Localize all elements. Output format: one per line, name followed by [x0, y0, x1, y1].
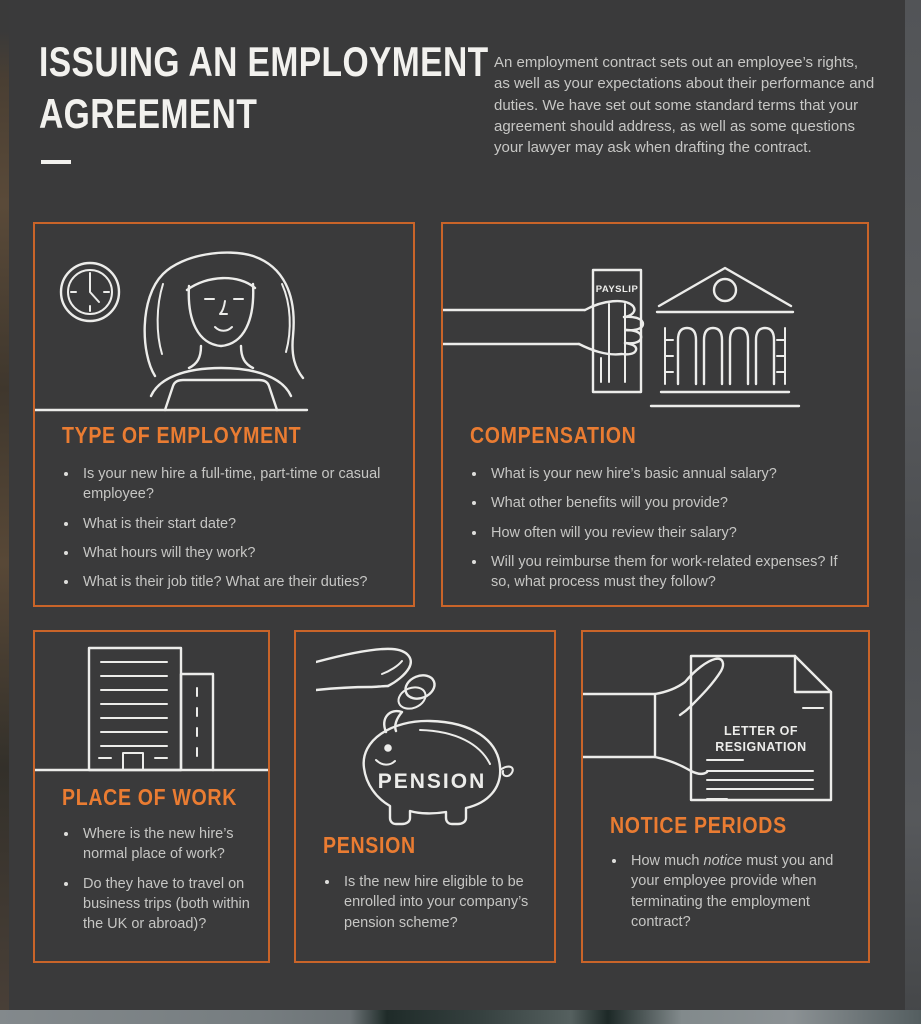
card-pension — [294, 630, 556, 963]
hand-holding-resignation-letter-icon — [583, 644, 872, 806]
background-photo-edge-left — [0, 0, 9, 1024]
bullet-item: • Will you reimburse them for work-related expenses? If so, what process must they follow? — [487, 552, 857, 593]
card-title-text: TYPE OF EMPLOYMENT — [62, 422, 302, 448]
intro-paragraph: An employment contract sets out an employee’s rights, as well as your expectations about their performance and duties. We have set out some standard terms that your agreement should address, as well as some questions your lawyer may ask when drafting the contract. — [494, 54, 875, 157]
payslip-label: PAYSLIP — [595, 284, 639, 295]
bullet-item: • What is your new hire’s basic annual salary? — [487, 464, 857, 484]
card-place-of-work — [33, 630, 270, 963]
card-title — [62, 784, 268, 811]
card-title — [323, 832, 432, 859]
card-compensation — [441, 222, 869, 607]
letter-label-line1: LETTER OF — [724, 724, 798, 738]
office-building-icon — [35, 644, 268, 776]
card-title — [470, 422, 666, 449]
bullet-item: • What is their job title? What are their duties? — [79, 572, 403, 592]
bullet-item: • Is the new hire eligible to be enrolled into your company’s pension scheme? — [340, 872, 544, 933]
letter-label-line2: RESIGNATION — [715, 740, 807, 754]
bullet-item: • What other benefits will you provide? — [487, 493, 857, 513]
bullet-item: • What hours will they work? — [79, 543, 403, 563]
bullet-item: • What is their start date? — [79, 514, 403, 534]
card-title-text: PLACE OF WORK — [62, 784, 238, 810]
card-type-of-employment — [33, 222, 415, 607]
bullet-item: • Do they have to travel on business trips (both within the UK or abroad)? — [79, 874, 258, 935]
card-title-text: COMPENSATION — [470, 422, 637, 448]
bullet-item: • How often will you review their salary? — [487, 523, 857, 543]
page-title-line1: ISSUING AN EMPLOYMENT — [39, 38, 489, 85]
page-title-line2: AGREEMENT — [39, 90, 258, 138]
card-title-text: PENSION — [323, 832, 416, 858]
card-title — [610, 812, 818, 839]
bullet-list — [610, 851, 858, 941]
hand-giving-payslip-to-bank-icon — [443, 246, 867, 418]
card-notice-periods — [581, 630, 870, 963]
pension-label: PENSION — [377, 770, 487, 793]
background-photo-edge-right — [905, 0, 921, 1024]
woman-working-at-laptop-with-clock-icon — [35, 242, 381, 414]
bullet-item: • How much notice must you and your employee provide when terminating the employment contract? — [627, 851, 858, 932]
bullet-list — [470, 464, 857, 601]
bullet-item: • Is your new hire a full-time, part-time or casual employee? — [79, 464, 403, 505]
card-title — [62, 422, 343, 449]
card-title-text: NOTICE PERIODS — [610, 812, 787, 838]
bullet-list — [62, 464, 403, 601]
bullet-list — [62, 824, 258, 943]
hand-dropping-coin-into-piggy-bank-icon — [316, 640, 546, 830]
background-photo-edge-bottom — [0, 1010, 921, 1024]
title-dash — [41, 160, 71, 164]
bullet-item: • Where is the new hire’s normal place of work? — [79, 824, 258, 865]
page-title — [39, 36, 489, 140]
bullet-list — [323, 872, 544, 942]
